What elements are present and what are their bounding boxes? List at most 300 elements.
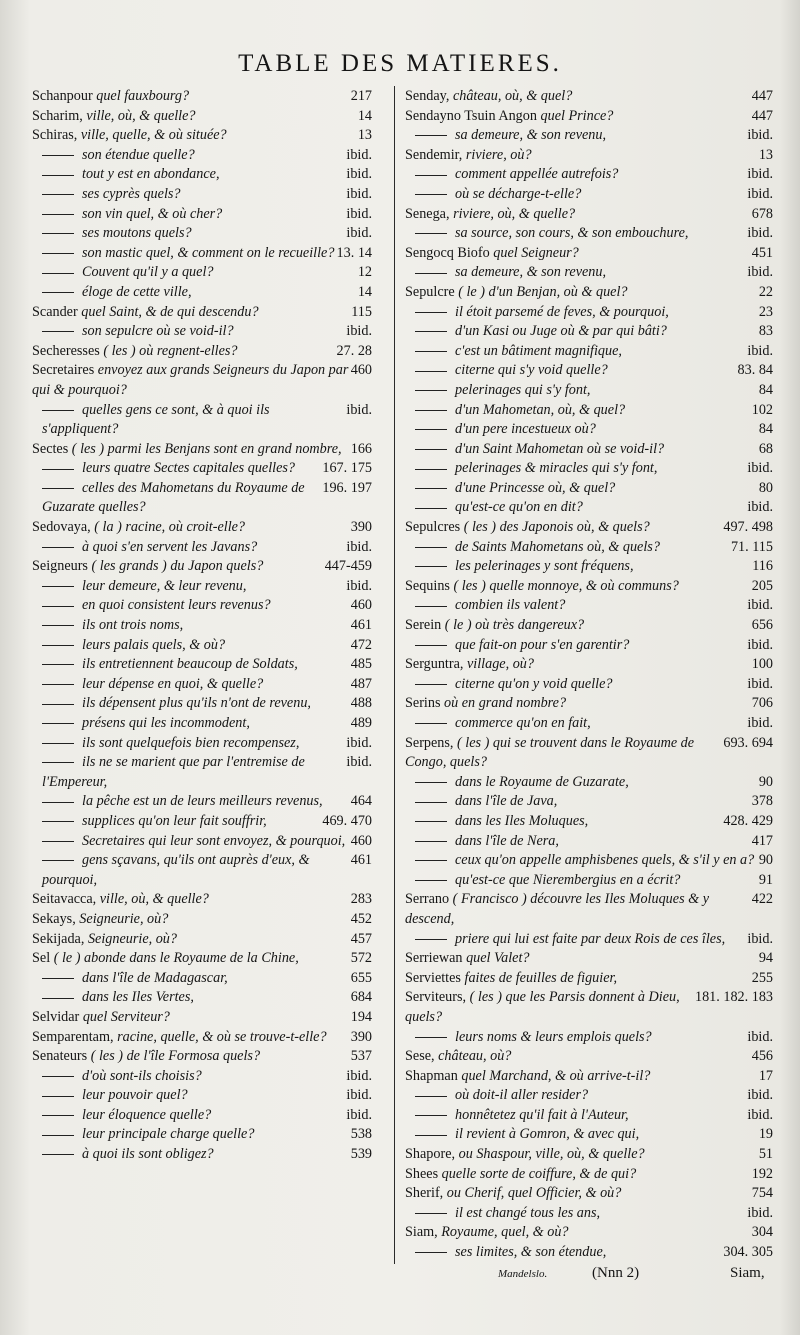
page-reference: 706 xyxy=(751,695,773,712)
entry-description: Couvent qu'il y a quel? xyxy=(82,264,214,281)
entry-headword: Sendayno Tsuin Angon xyxy=(405,107,537,124)
entry-headword: Sengocq Biofo xyxy=(405,244,490,261)
index-subentry xyxy=(32,812,372,832)
dash-rule xyxy=(415,1252,447,1253)
footer-catchword: Siam, xyxy=(730,1265,765,1281)
dash-rule xyxy=(415,802,447,803)
dash-rule xyxy=(42,723,74,724)
index-subentry xyxy=(405,1106,773,1126)
index-entry xyxy=(405,655,773,675)
page-reference: ibid. xyxy=(747,597,773,614)
entry-headword: Serins xyxy=(405,695,441,712)
page-reference: 116 xyxy=(752,558,773,575)
entry-description: sa demeure, & son revenu, xyxy=(455,264,607,281)
page-reference: ibid. xyxy=(747,499,773,516)
entry-description: son sepulcre où se void-il? xyxy=(82,323,234,340)
index-subentry xyxy=(32,146,372,166)
entry-description: ceux qu'on appelle amphisbenes quels, & s'il y en a? xyxy=(455,852,755,869)
index-entry xyxy=(405,616,773,636)
entry-headword: Schiras, xyxy=(32,127,78,144)
index-subentry xyxy=(405,185,773,205)
entry-description: pelerinages & miracles qui s'y font, xyxy=(455,460,658,477)
index-subentry xyxy=(32,1086,372,1106)
index-subentry xyxy=(405,1125,773,1145)
index-entry xyxy=(405,107,773,127)
entry-description: citerne qu'on y void quelle? xyxy=(455,675,613,692)
dash-rule xyxy=(42,547,74,548)
index-subentry xyxy=(405,420,773,440)
dash-rule xyxy=(415,821,447,822)
entry-headword: Semparentam, xyxy=(32,1028,114,1045)
page-reference: 22 xyxy=(758,283,773,300)
entry-description: à quoi ils sont obligez? xyxy=(82,1146,214,1163)
index-subentry xyxy=(32,459,372,479)
page-reference: 304 xyxy=(751,1224,773,1241)
page-reference: 14 xyxy=(357,283,372,300)
index-subentry xyxy=(32,596,372,616)
entry-description: faites de feuilles de figuier, xyxy=(460,969,617,986)
index-entry xyxy=(32,1028,372,1048)
page-reference: 90 xyxy=(758,852,773,869)
entry-description: leur principale charge quelle? xyxy=(82,1126,255,1143)
page-reference: 485 xyxy=(350,656,372,673)
entry-description: ( les ) qui se trouvent dans le Royaume de Congo, quels? xyxy=(405,734,695,771)
page-reference: 422 xyxy=(751,891,773,908)
entry-headword: Serrano xyxy=(405,891,450,908)
page-reference: 100 xyxy=(751,656,773,673)
entry-headword: Sectes xyxy=(32,440,69,457)
index-entry xyxy=(32,1008,372,1028)
dash-rule xyxy=(42,1115,74,1116)
entry-description: où doit-il aller resider? xyxy=(455,1087,589,1104)
page-reference: 27. 28 xyxy=(336,342,372,359)
index-subentry xyxy=(32,1106,372,1126)
dash-rule xyxy=(42,802,74,803)
entry-headword: Shapman xyxy=(405,1067,458,1084)
dash-rule xyxy=(42,233,74,234)
entry-description: les pelerinages y sont fréquens, xyxy=(455,558,634,575)
page-reference: 460 xyxy=(350,832,372,849)
dash-rule xyxy=(415,469,447,470)
page-reference: 13 xyxy=(758,146,773,163)
page-reference: ibid. xyxy=(346,1087,372,1104)
page-reference: 684 xyxy=(350,989,372,1006)
page-reference: 656 xyxy=(751,617,773,634)
entry-description: son mastic quel, & comment on le recueille? xyxy=(82,244,335,261)
index-subentry xyxy=(405,401,773,421)
page-reference: ibid. xyxy=(346,225,372,242)
page-reference: 472 xyxy=(350,636,372,653)
entry-headword: Senday, xyxy=(405,88,450,104)
index-subentry xyxy=(32,1067,372,1087)
dash-rule xyxy=(415,449,447,450)
entry-description: d'un Saint Mahometan où se void-il? xyxy=(455,440,665,457)
entry-headword: Sendemir, xyxy=(405,146,463,163)
page-reference: ibid. xyxy=(747,342,773,359)
entry-description: ils sont quelquefois bien recompensez, xyxy=(82,734,300,751)
dash-rule xyxy=(415,1037,447,1038)
index-subentry xyxy=(32,479,372,518)
dash-rule xyxy=(415,782,447,783)
dash-rule xyxy=(415,645,447,646)
index-entry xyxy=(32,910,372,930)
entry-headword: Siam, xyxy=(405,1224,438,1241)
index-entry xyxy=(32,126,372,146)
entry-description: quel Valet? xyxy=(462,950,530,967)
entry-description: celles des Mahometans du Royaume de Guzarate quelles? xyxy=(42,479,305,516)
page-reference: 51 xyxy=(758,1146,773,1163)
entry-description: dans les Iles Moluques, xyxy=(455,812,589,829)
index-subentry xyxy=(32,577,372,597)
dash-rule xyxy=(415,841,447,842)
page-reference: 194 xyxy=(350,1008,372,1025)
index-subentry xyxy=(32,165,372,185)
index-entry xyxy=(405,244,773,264)
entry-description: ils ont trois noms, xyxy=(82,617,184,634)
index-subentry xyxy=(32,224,372,244)
page-reference: 487 xyxy=(350,675,372,692)
entry-description: ils entretiennent beaucoup de Soldats, xyxy=(82,656,298,673)
entry-description: il est changé tous les ans, xyxy=(455,1204,601,1221)
entry-description: combien ils valent? xyxy=(455,597,566,614)
entry-description: ( le ) abonde dans le Royaume de la Chine, xyxy=(50,950,299,967)
entry-description: tout y est en abondance, xyxy=(82,166,220,183)
dash-rule xyxy=(415,860,447,861)
entry-description: dans l'île de Nera, xyxy=(455,832,559,849)
page-reference: ibid. xyxy=(747,930,773,947)
index-subentry xyxy=(32,322,372,342)
index-entry xyxy=(405,1067,773,1087)
index-entry xyxy=(32,1047,372,1067)
index-entry xyxy=(405,1145,773,1165)
dash-rule xyxy=(415,273,447,274)
index-subentry xyxy=(32,655,372,675)
page-reference: 447 xyxy=(751,88,773,104)
entry-headword: Schanpour xyxy=(32,88,93,104)
page-reference: ibid. xyxy=(747,264,773,281)
page-reference: ibid. xyxy=(346,146,372,163)
page-reference: 655 xyxy=(350,969,372,986)
index-subentry xyxy=(32,988,372,1008)
index-subentry xyxy=(405,675,773,695)
entry-headword: Scander xyxy=(32,303,78,320)
column-divider xyxy=(394,86,395,1264)
entry-description: ses limites, & son étendue, xyxy=(455,1244,607,1261)
index-entry xyxy=(32,87,372,107)
entry-description: leur dépense en quoi, & quelle? xyxy=(82,675,264,692)
dash-rule xyxy=(42,1135,74,1136)
page-reference: 537 xyxy=(350,1048,372,1065)
index-entry xyxy=(405,1165,773,1185)
index-subentry xyxy=(32,401,372,440)
dash-rule xyxy=(415,194,447,195)
index-entry xyxy=(32,440,372,460)
page-reference: 469. 470 xyxy=(322,812,372,829)
entry-description: leur demeure, & leur revenu, xyxy=(82,577,247,594)
page-reference: 461 xyxy=(350,852,372,869)
page-reference: 460 xyxy=(350,362,372,379)
footer-signature: Mandelslo. xyxy=(498,1268,548,1280)
dash-rule xyxy=(42,684,74,685)
dash-rule xyxy=(42,704,74,705)
page-reference: 166 xyxy=(350,440,372,457)
index-subentry xyxy=(405,1243,773,1263)
entry-headword: Serviettes xyxy=(405,969,461,986)
page-reference: 378 xyxy=(751,793,773,810)
entry-description: leur pouvoir quel? xyxy=(82,1087,188,1104)
entry-description: leurs quatre Sectes capitales quelles? xyxy=(82,460,296,477)
entry-description: d'un pere incestueux où? xyxy=(455,421,596,438)
dash-rule xyxy=(42,821,74,822)
dash-rule xyxy=(42,469,74,470)
entry-description: quel Marchand, & où arrive-t-il? xyxy=(457,1067,651,1084)
entry-headword: Sekays, xyxy=(32,910,76,927)
index-entry xyxy=(32,930,372,950)
entry-description: ( les ) que les Parsis donnent à Dieu, quels? xyxy=(405,989,680,1025)
entry-description: ou Shaspour, ville, où, & quelle? xyxy=(455,1146,645,1163)
entry-description: Royaume, quel, & où? xyxy=(437,1224,569,1241)
dash-rule xyxy=(415,566,447,567)
entry-description: c'est un bâtiment magnifique, xyxy=(455,342,622,359)
index-entry xyxy=(405,518,773,538)
page-reference: 390 xyxy=(350,519,372,536)
entry-description: sa source, son cours, & son embouchure, xyxy=(455,225,689,242)
dash-rule xyxy=(42,586,74,587)
entry-description: Secretaires qui leur sont envoyez, & pourquoi, xyxy=(82,832,346,849)
entry-description: ses cyprès quels? xyxy=(82,185,181,202)
dash-rule xyxy=(415,880,447,881)
index-subentry xyxy=(405,1028,773,1048)
page-reference: ibid. xyxy=(747,225,773,242)
index-subentry xyxy=(405,361,773,381)
page-title: TABLE DES MATIERES. xyxy=(238,50,562,77)
entry-description: ( la ) racine, où croit-elle? xyxy=(90,519,246,536)
index-subentry xyxy=(405,1086,773,1106)
entry-headword: Seitavacca, xyxy=(32,891,97,908)
dash-rule xyxy=(415,723,447,724)
entry-description: ( Francisco ) découvre les Iles Moluques & y descend, xyxy=(405,891,710,927)
index-subentry xyxy=(32,734,372,754)
entry-description: Seigneurie, où? xyxy=(75,910,169,927)
index-subentry xyxy=(405,930,773,950)
dash-rule xyxy=(42,214,74,215)
index-entry xyxy=(32,518,372,538)
index-subentry xyxy=(405,832,773,852)
dash-rule xyxy=(42,645,74,646)
entry-description: château, où, & quel? xyxy=(449,88,573,104)
page-reference: 14 xyxy=(357,107,372,124)
dash-rule xyxy=(42,488,74,489)
index-subentry xyxy=(405,1204,773,1224)
index-entry xyxy=(405,734,773,773)
page-reference: 447 xyxy=(751,107,773,124)
entry-headword: Shapore, xyxy=(405,1146,456,1163)
entry-headword: Secretaires xyxy=(32,362,95,379)
page-reference: 19 xyxy=(758,1126,773,1143)
entry-description: d'une Princesse où, & quel? xyxy=(455,479,616,496)
page-reference: ibid. xyxy=(747,1028,773,1045)
page-reference: 489 xyxy=(350,715,372,731)
index-entry xyxy=(405,1184,773,1204)
entry-headword: Selvidar xyxy=(32,1008,80,1025)
entry-description: ville, où, & quelle? xyxy=(82,107,196,124)
index-subentry xyxy=(405,557,773,577)
dash-rule xyxy=(415,331,447,332)
index-entry xyxy=(32,303,372,323)
entry-headword: Sherif, xyxy=(405,1185,444,1202)
index-column-left xyxy=(32,87,372,1165)
entry-description: où en grand nombre? xyxy=(440,695,567,712)
entry-headword: Serguntra, xyxy=(405,656,464,673)
index-subentry xyxy=(32,714,372,734)
page-reference: 90 xyxy=(758,773,773,790)
page-reference: ibid. xyxy=(346,1067,372,1084)
index-entry xyxy=(32,557,372,577)
entry-description: ils dépensent plus qu'ils n'ont de revenu, xyxy=(82,695,311,712)
entry-description: ( les ) où regnent-elles? xyxy=(99,342,238,359)
page-reference: ibid. xyxy=(346,1106,372,1123)
entry-description: de Saints Mahometans où, & quels? xyxy=(455,538,660,555)
entry-description: commerce qu'on en fait, xyxy=(455,715,591,731)
page-reference: 390 xyxy=(350,1028,372,1045)
entry-headword: Sepulcres xyxy=(405,519,461,536)
index-subentry xyxy=(32,753,372,792)
entry-headword: Serpens, xyxy=(405,734,454,751)
page-reference: ibid. xyxy=(346,185,372,202)
entry-description: riviere, où, & quelle? xyxy=(449,205,576,222)
index-entry xyxy=(32,107,372,127)
index-subentry xyxy=(405,440,773,460)
entry-headword: Senega, xyxy=(405,205,450,222)
entry-description: où se décharge-t-elle? xyxy=(455,185,582,202)
page-reference: 192 xyxy=(751,1165,773,1182)
index-entry xyxy=(405,1223,773,1243)
entry-headword: Serviteurs, xyxy=(405,989,467,1006)
page-reference: ibid. xyxy=(346,401,372,418)
index-entry xyxy=(405,949,773,969)
entry-headword: Sepulcre xyxy=(405,283,455,300)
entry-description: pelerinages qui s'y font, xyxy=(455,381,591,398)
index-entry xyxy=(405,205,773,225)
entry-description: leur éloquence quelle? xyxy=(82,1106,212,1123)
page-reference: ibid. xyxy=(346,734,372,751)
page-reference: 497. 498 xyxy=(723,519,773,536)
index-subentry xyxy=(32,832,372,852)
entry-description: en quoi consistent leurs revenus? xyxy=(82,597,271,614)
entry-headword: Sequins xyxy=(405,577,450,594)
page-reference: 115 xyxy=(351,303,372,320)
page-reference: 283 xyxy=(350,891,372,908)
page-reference: ibid. xyxy=(346,166,372,183)
dash-rule xyxy=(415,429,447,430)
page-reference: ibid. xyxy=(747,1204,773,1221)
entry-description: d'où sont-ils choisis? xyxy=(82,1067,202,1084)
index-entry xyxy=(405,694,773,714)
page-reference: ibid. xyxy=(346,577,372,594)
page-reference: 457 xyxy=(350,930,372,947)
entry-description: ville, quelle, & où située? xyxy=(77,127,227,144)
index-entry xyxy=(405,890,773,929)
entry-description: présens qui les incommodent, xyxy=(82,715,250,731)
entry-description: il revient à Gomron, & avec qui, xyxy=(455,1126,640,1143)
dash-rule xyxy=(415,1096,447,1097)
index-entry xyxy=(405,146,773,166)
page-reference: 539 xyxy=(350,1146,372,1163)
page-reference: ibid. xyxy=(747,675,773,692)
index-subentry xyxy=(32,675,372,695)
index-entry xyxy=(32,949,372,969)
dash-rule xyxy=(415,1135,447,1136)
index-subentry xyxy=(32,244,372,264)
entry-headword: Sel xyxy=(32,950,51,967)
index-subentry xyxy=(405,773,773,793)
dash-rule xyxy=(42,273,74,274)
dash-rule xyxy=(42,664,74,665)
dash-rule xyxy=(415,1213,447,1214)
index-subentry xyxy=(405,851,773,871)
dash-rule xyxy=(42,155,74,156)
entry-description: il étoit parsemé de feves, & pourquoi, xyxy=(455,303,669,320)
index-subentry xyxy=(405,303,773,323)
dash-rule xyxy=(42,998,74,999)
page-footer xyxy=(0,1265,800,1291)
index-subentry xyxy=(405,322,773,342)
entry-description: leurs noms & leurs emplois quels? xyxy=(455,1028,652,1045)
entry-description: qu'est-ce qu'on en dit? xyxy=(455,499,583,516)
index-entry xyxy=(405,87,773,107)
index-subentry xyxy=(32,263,372,283)
dash-rule xyxy=(42,841,74,842)
page-reference: ibid. xyxy=(747,1087,773,1104)
page-reference: 678 xyxy=(751,205,773,222)
index-entry xyxy=(405,969,773,989)
dash-rule xyxy=(42,860,74,861)
entry-description: dans les Iles Vertes, xyxy=(82,989,194,1006)
index-subentry xyxy=(405,342,773,362)
entry-headword: Senateurs xyxy=(32,1048,88,1065)
entry-headword: Shees xyxy=(405,1165,439,1182)
index-subentry xyxy=(405,479,773,499)
entry-description: ils ne se marient que par l'entremise de l'Empereur, xyxy=(42,754,305,790)
page-reference: ibid. xyxy=(346,323,372,340)
entry-description: citerne qui s'y void quelle? xyxy=(455,362,608,379)
dash-rule xyxy=(42,625,74,626)
page-reference: 196. 197 xyxy=(322,479,372,496)
index-entry xyxy=(32,361,372,400)
page-reference: 428. 429 xyxy=(723,812,773,829)
footer-signature-mark: (Nnn 2) xyxy=(592,1265,640,1281)
index-subentry xyxy=(32,616,372,636)
dash-rule xyxy=(42,253,74,254)
entry-description: leurs palais quels, & où? xyxy=(82,636,226,653)
dash-rule xyxy=(42,292,74,293)
dash-rule xyxy=(42,1154,74,1155)
page-reference: 447-459 xyxy=(324,558,372,575)
page-reference: 80 xyxy=(758,479,773,496)
page-reference: 461 xyxy=(350,617,372,634)
entry-description: dans le Royaume de Guzarate, xyxy=(455,773,629,790)
page-reference: 84 xyxy=(758,381,773,398)
page-reference: ibid. xyxy=(747,166,773,183)
entry-description: d'un Kasi ou Juge où & par qui bâti? xyxy=(455,323,667,340)
entry-description: envoyez aux grands Seigneurs du Japon par qui & pourquoi? xyxy=(32,362,349,398)
page-reference: 83 xyxy=(758,323,773,340)
page-reference: 83. 84 xyxy=(737,362,773,379)
index-entry xyxy=(405,1047,773,1067)
page-reference: 451 xyxy=(751,244,773,261)
page-reference: 572 xyxy=(350,950,372,967)
page-reference: 68 xyxy=(758,440,773,457)
